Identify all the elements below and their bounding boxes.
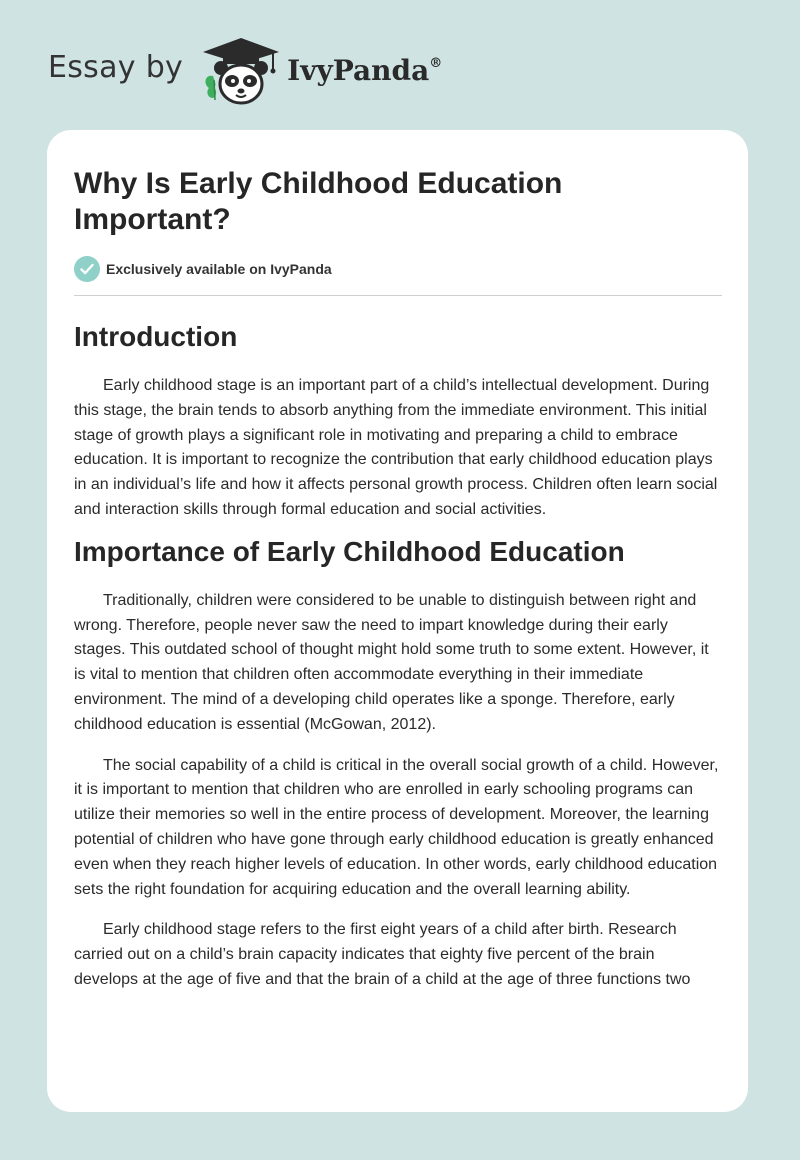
essay-title: Why Is Early Childhood Education Important? [74,167,563,236]
exclusive-label: Exclusively available on IvyPanda [106,261,332,277]
divider [74,295,722,296]
paragraph: Early childhood stage refers to the first eight years of a child after birth. Research carried out on a child’s brain capacity indicates that eighty five percent of the brain develops at the age of five and that the brain of a child at the age of three functions two [74,921,691,988]
panda-logo-icon[interactable] [197,36,283,108]
check-circle-icon [74,256,100,282]
brand-text[interactable]: IvyPanda [287,53,430,87]
brand-name[interactable] [287,54,442,87]
section-heading-importance: Importance of Early Childhood Education [74,535,625,567]
exclusive-badge [74,256,722,282]
registered-mark: ® [429,55,443,71]
essay-by-label: Essay by [48,49,184,85]
site-header [48,36,442,108]
section-heading-introduction: Introduction [74,321,238,352]
paragraph: Early childhood stage is an important part of a child’s intellectual development. During this stage, the brain tends to absorb anything from the immediate environment. This initial stage of growth plays a significant role in motivating and preparing a child to embrace education. It is important to recognize the contribution that early childhood education plays in an individual’s life and how it affects personal growth process. Children often learn social and interaction skills through formal education and social activities. [74,377,718,518]
essay-card [47,130,748,1112]
paragraph: The social capability of a child is critical in the overall social growth of a child. However, it is important to mention that children who are enrolled in early schooling programs can utilize their memories so well in the entire process of development. Moreover, the learning potential of children who have gone through early childhood education is greatly enhanced even when they reach higher levels of education. In other words, early childhood education sets the right foundation for acquiring education and the overall learning ability. [74,756,719,898]
paragraph: Traditionally, children were considered to be unable to distinguish between right and wrong. Therefore, people never saw the need to impart knowledge during their early stages. This outdated school of thought might hold some truth to some extent. However, it is vital to mention that children often accommodate everything in their immediate environment. The mind of a developing child operates like a sponge. Therefore, early childhood education is essential (McGowan, 2012). [74,591,709,733]
